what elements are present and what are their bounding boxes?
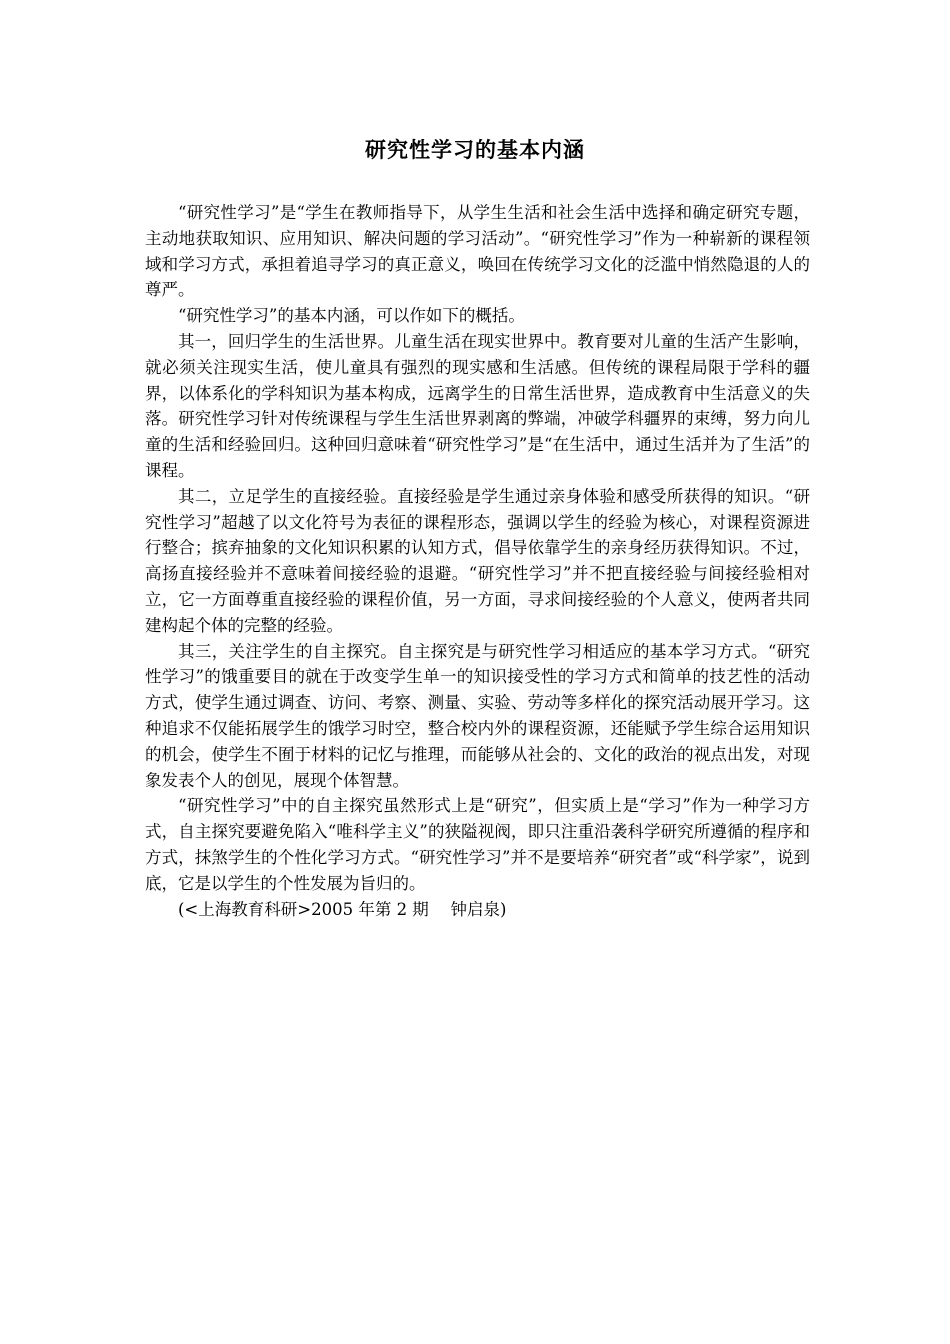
paragraph-intro: “研究性学习”是“学生在教师指导下，从学生生活和社会生活中选择和确定研究专题，主动地获取知识、应用知识、解决问题的学习活动”。“研究性学习”作为一种崭新的课程领域和学习方式，承担着追寻学习的真正意义，唤回在传统学习文化的泛滥中悄然隐退的人的尊严。 [145, 203, 810, 300]
document-title: 研究性学习的基本内涵 [365, 137, 585, 162]
source-citation: (<上海教育科研>2005 年第 2 期 钟启泉) [178, 899, 507, 919]
paragraph-conclusion: “研究性学习”中的自主探究虽然形式上是“研究”，但实质上是“学习”作为一种学习方式，自主探究要避免陷入“唯科学主义”的狭隘视阀，即只注重沿袭科学研究所遵循的程序和方式，抹煞学生的个性化学习方式。“研究性学习”并不是要培养“研究者”或“科学家”，说到底，它是以学生的个性发展为旨归的。 [145, 796, 810, 893]
paragraph-point-three: 其三，关注学生的自主探究。自主探究是与研究性学习相适应的基本学习方式。“研究性学习”的饿重要目的就在于改变学生单一的知识接受性的学习方式和简单的技艺性的活动方式，使学生通过调查、访问、考察、测量、实验、劳动等多样化的探究活动展开学习。这种追求不仅能拓展学生的饿学习时空，整合校内外的课程资源，还能赋予学生综合运用知识的机会，使学生不囿于材料的记忆与推理，而能够从社会的、文化的政治的视点出发，对现象发表个人的创见，展现个体智慧。 [145, 641, 810, 790]
paragraph-summary-lead: “研究性学习”的基本内涵，可以作如下的概括。 [178, 306, 525, 326]
paragraph-point-two: 其二，立足学生的直接经验。直接经验是学生通过亲身体验和感受所获得的知识。“研究性学习”超越了以文化符号为表征的课程形态，强调以学生的经验为核心，对课程资源进行整合；摈弃抽象的文化知识积累的认知方式，倡导依靠学生的亲身经历获得知识。不过，高扬直接经验并不意味着间接经验的退避。“研究性学习”并不把直接经验与间接经验相对立，它一方面尊重直接经验的课程价值，另一方面，寻求间接经验的个人意义，使两者共同建构起个体的完整的经验。 [145, 486, 810, 635]
paragraph-point-one: 其一，回归学生的生活世界。儿童生活在现实世界中。教育要对儿童的生活产生影响，就必须关注现实生活，使儿童具有强烈的现实感和生活感。但传统的课程局限于学科的疆界，以体系化的学科知识为基本构成，远离学生的日常生活世界，造成教育中生活意义的失落。研究性学习针对传统课程与学生生活世界剥离的弊端，冲破学科疆界的束缚，努力向儿童的生活和经验回归。这种回归意味着“研究性学习”是“在生活中，通过生活并为了生活”的课程。 [145, 331, 810, 480]
document-body [145, 200, 810, 922]
